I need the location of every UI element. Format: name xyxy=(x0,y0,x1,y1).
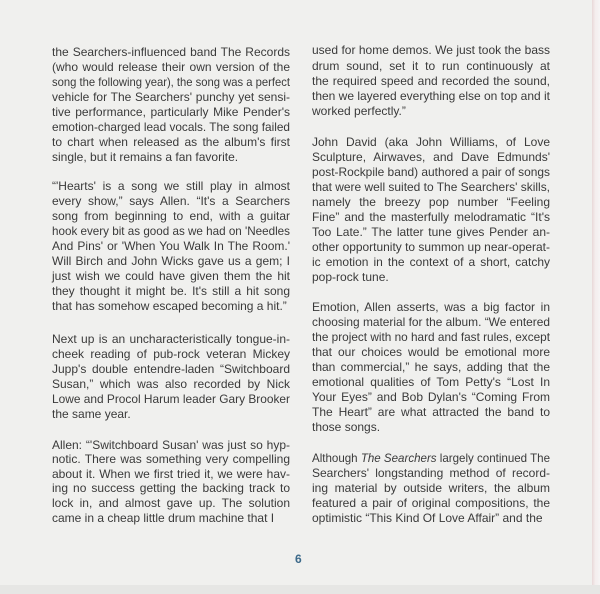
text-line xyxy=(52,407,290,422)
text-line xyxy=(52,299,290,314)
text-line-content: namely the breezy pop number “Feeling xyxy=(312,194,550,209)
text-line-content: choosing material for the album. “We entered xyxy=(312,314,550,329)
text-line xyxy=(312,466,550,481)
text-line xyxy=(312,315,550,330)
text-line xyxy=(52,347,290,362)
paragraph xyxy=(312,43,550,119)
text-line-content: John David (aka John Williams, of Love xyxy=(312,134,550,149)
text-line-content: Fine” and the masterfully melodramatic “It's xyxy=(312,209,550,224)
text-line-content: worked perfectly.” xyxy=(312,104,406,119)
text-line xyxy=(312,390,550,405)
text-line-content: ic emotion in the context of a short, catchy xyxy=(312,254,550,269)
text-line xyxy=(312,210,550,225)
text-line xyxy=(52,362,290,377)
text-line-content: (who would release their own version of the xyxy=(52,59,290,74)
text-line-content: they thought it might be. It's still a hit song xyxy=(52,283,290,298)
text-line xyxy=(52,90,290,105)
text-line xyxy=(312,240,550,255)
text-line xyxy=(52,179,290,194)
text-line-content: about it. When we first tried it, we were hav- xyxy=(52,466,290,481)
text-line-content: And Pins' or 'When You Walk In The Room.' xyxy=(52,238,290,253)
text-line xyxy=(52,481,290,496)
text-line-content: those songs. xyxy=(312,419,381,434)
text-line xyxy=(52,284,290,299)
text-line-content: cheek reading of pub-rock veteran Mickey xyxy=(52,346,290,361)
text-line xyxy=(312,165,550,180)
paragraph xyxy=(312,300,550,435)
text-line xyxy=(312,180,550,195)
text-line xyxy=(312,270,550,285)
text-line-content: Will Birch and John Wicks gave us a gem; I xyxy=(52,253,290,268)
text-line xyxy=(312,375,550,390)
text-line xyxy=(52,194,290,209)
text-line xyxy=(52,60,290,75)
text-line xyxy=(52,105,290,120)
text-line xyxy=(312,43,550,58)
text-line-content: Next up is an uncharacteristically tongue-in- xyxy=(52,331,290,346)
text-line xyxy=(312,300,550,315)
text-line-content: than commercial,” he says, adding that the xyxy=(312,359,550,374)
text-line xyxy=(52,120,290,135)
text-line xyxy=(312,135,550,150)
text-line xyxy=(52,209,290,224)
text-line-content: Your Eyes” and Bob Dylan's “Coming From xyxy=(312,389,550,404)
text-line xyxy=(52,392,290,407)
paragraph xyxy=(312,135,550,285)
text-line-content: pop-rock tune. xyxy=(312,269,389,284)
text-line xyxy=(312,150,550,165)
text-line xyxy=(52,45,290,60)
text-line-content: Emotion, Allen asserts, was a big factor in xyxy=(312,299,550,314)
text-line-content: tive performance, particularly Mike Pender's xyxy=(52,104,290,119)
text-line-content: song the following year), the song was a perfect xyxy=(52,74,290,89)
text-line-content: Searchers' longstanding method of record- xyxy=(312,465,550,480)
text-line-content: Although The Searchers largely continued The xyxy=(312,450,550,465)
text-line-content: came in a cheap little drum machine that I xyxy=(52,510,275,525)
text-line-content: used for home demos. We just took the bass xyxy=(312,43,550,58)
paragraph xyxy=(52,45,290,165)
text-line-content: emotion-charged lead vocals. The song failed xyxy=(52,119,290,134)
text-line-content: the Searchers-influenced band The Records xyxy=(52,44,290,59)
text-line xyxy=(52,452,290,467)
text-line-content: just wish we could have given them the hit xyxy=(52,268,290,283)
text-line xyxy=(312,74,550,89)
text-line xyxy=(312,104,550,119)
text-line-content: vehicle for The Searchers' punchy yet sensi- xyxy=(52,89,290,104)
text-line-content: drum sound, set it to run continuously at xyxy=(312,58,550,73)
text-line-content: notic. There was something very compelling xyxy=(52,452,290,467)
text-line xyxy=(312,511,550,526)
text-line-content: emotional qualities of Tom Petty's “Lost In xyxy=(312,374,550,389)
text-line-content: “'Hearts' is a song we still play in almost xyxy=(52,178,290,193)
text-line xyxy=(52,150,290,165)
paragraph xyxy=(312,451,550,526)
text-line-content: Too Late.” The latter tune gives Pender an- xyxy=(312,224,550,239)
text-line-content: Sculpture, Airwaves, and Dave Edmunds' xyxy=(312,149,550,164)
text-line-content: Jupp's double entendre-laden “Switchboard xyxy=(52,361,290,376)
text-line-content: optimistic “This Kind Of Love Affair” and the xyxy=(312,510,543,525)
text-line-content: Susan,” which was also recorded by Nick xyxy=(52,376,290,391)
text-line-content: that were well suited to The Searchers' skills, xyxy=(312,179,550,194)
text-line xyxy=(52,511,290,526)
text-line-content: single, but it remains a fan favorite. xyxy=(52,149,239,164)
text-line xyxy=(312,420,550,435)
text-line xyxy=(52,332,290,347)
text-line-content: that has somehow escaped becoming a hit.” xyxy=(52,298,287,313)
text-line xyxy=(312,405,550,420)
text-line xyxy=(312,360,550,375)
text-line-content: every show,” says Allen. “It's a Searchers xyxy=(52,193,290,208)
text-line xyxy=(52,239,290,254)
text-line xyxy=(52,377,290,392)
text-line-content: ing no success getting the backing track to xyxy=(52,481,290,496)
text-line xyxy=(312,451,550,466)
text-line-content: the same year. xyxy=(52,406,131,421)
text-line-content: to chart when released as the album's first xyxy=(52,134,290,149)
text-line-content: then we layered everything else on top and it xyxy=(312,89,550,103)
paragraph xyxy=(52,332,290,422)
text-line xyxy=(52,269,290,284)
paragraph xyxy=(52,179,290,314)
text-line xyxy=(52,254,290,269)
text-line xyxy=(312,195,550,210)
text-line xyxy=(312,59,550,74)
text-line-content: song from beginning to end, with a guitar xyxy=(52,208,290,223)
text-line xyxy=(312,345,550,360)
text-line-content: lock in, and almost gave up. The solution xyxy=(52,496,290,511)
text-line xyxy=(52,75,290,90)
text-line xyxy=(312,255,550,270)
text-line-content: Allen: “'Switchboard Susan' was just so hyp- xyxy=(52,437,290,452)
text-line xyxy=(312,225,550,240)
text-line xyxy=(52,224,290,239)
text-line xyxy=(52,438,290,453)
text-line-content: Lowe and Procol Harum leader Gary Brooker xyxy=(52,391,290,406)
text-line xyxy=(312,481,550,496)
text-line xyxy=(312,89,550,104)
text-line xyxy=(312,330,550,345)
page-bottom-shadow xyxy=(0,585,600,594)
text-line-content: post-Rockpile band) authored a pair of songs xyxy=(312,164,550,179)
page-number: 6 xyxy=(295,552,302,566)
text-line-content: the required speed and recorded the sound, xyxy=(312,73,550,88)
paragraph xyxy=(52,438,290,526)
text-line-content: hook every bit as good as we had on 'Needles xyxy=(52,223,290,238)
text-line-content: that our choices would be emotional more xyxy=(312,344,550,359)
text-line-content: The Heart” are what attracted the band to xyxy=(312,404,550,419)
text-line xyxy=(312,496,550,511)
text-line-content: the project with no hard and fast rules, except xyxy=(312,329,550,344)
text-line xyxy=(52,496,290,511)
text-line-content: featured a pair of original compositions, the xyxy=(312,495,550,510)
page-edge xyxy=(592,0,600,594)
text-line xyxy=(52,467,290,482)
text-line xyxy=(52,135,290,150)
text-line-content: ing material by outside writers, the album xyxy=(312,480,550,495)
text-line-content: other opportunity to summon up near-operat- xyxy=(312,239,550,254)
